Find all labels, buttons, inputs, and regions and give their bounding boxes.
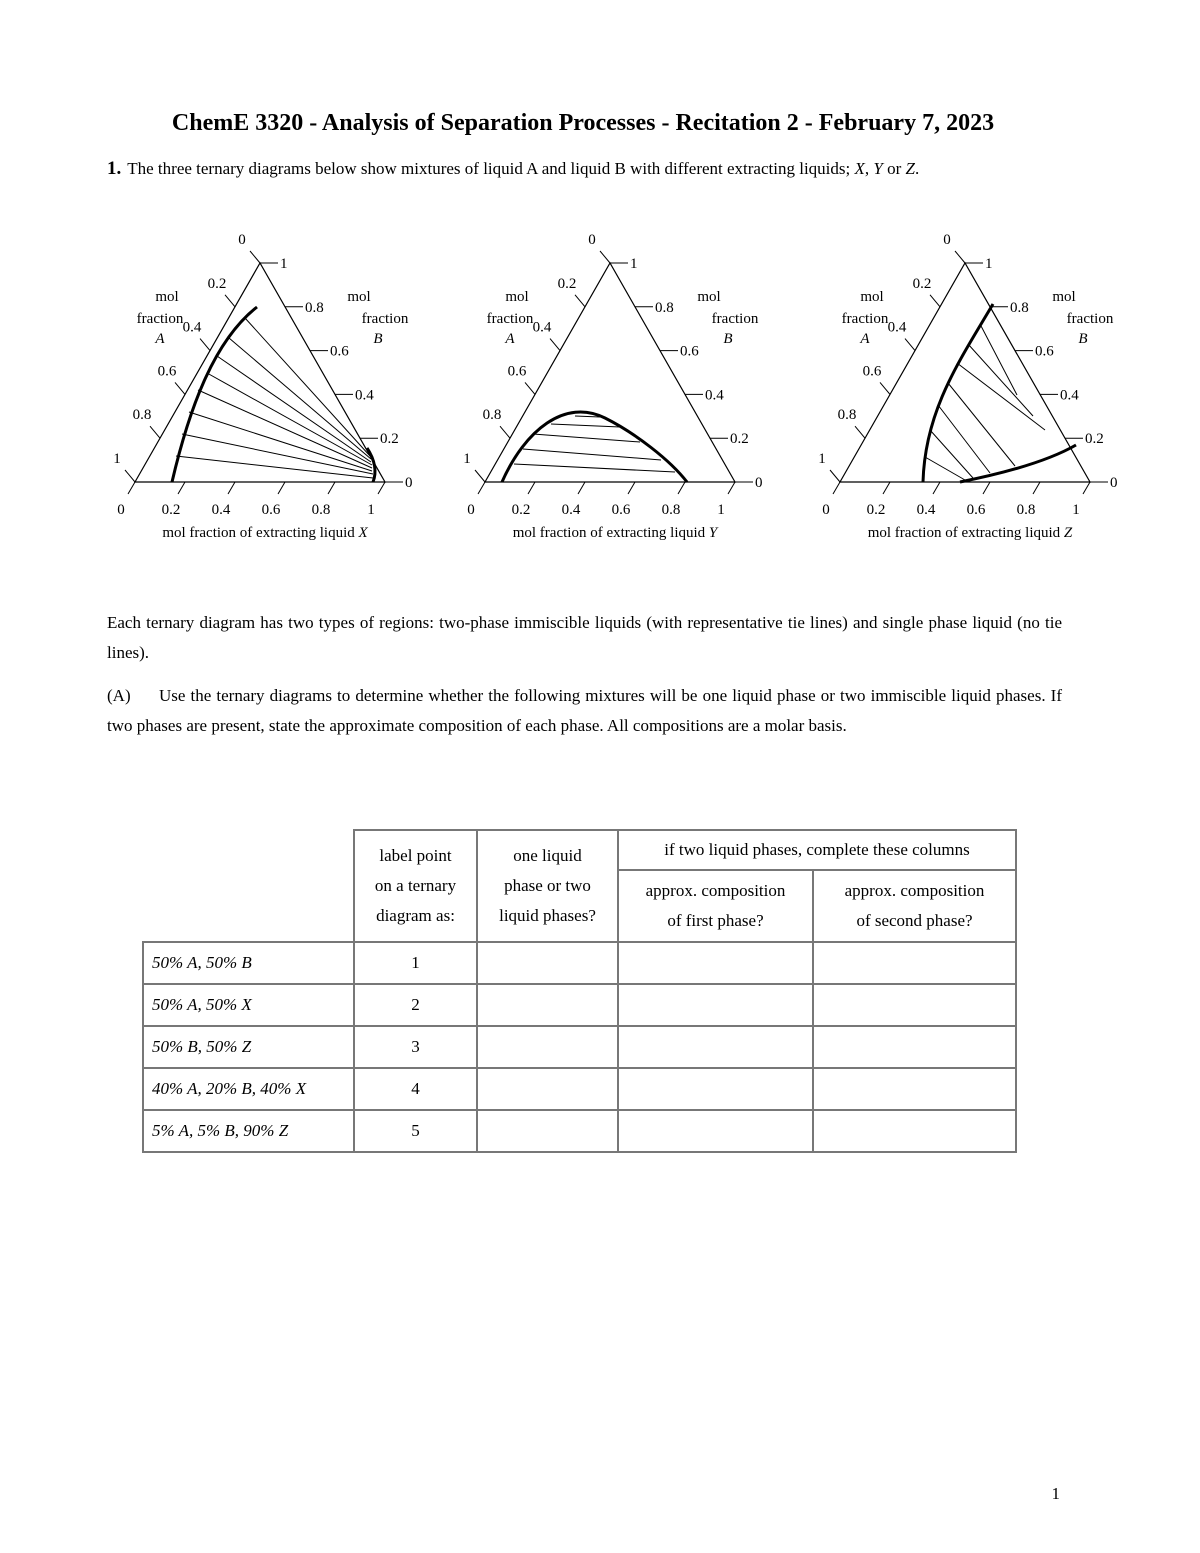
bottom-tick-label: 0.6: [966, 502, 986, 518]
left-tick-label: 1: [463, 451, 471, 467]
left-tick: [830, 470, 840, 482]
right-tick-label: 0.4: [705, 387, 724, 404]
phase-boundary: [923, 304, 993, 482]
right-axis-label: B: [1078, 331, 1088, 347]
bottom-tick: [128, 482, 135, 494]
right-tick-label: 0.8: [655, 299, 674, 316]
header-group: if two liquid phases, complete these columns: [618, 830, 1016, 870]
left-axis-label: mol: [505, 289, 529, 305]
answer-second-cell[interactable]: [813, 984, 1016, 1026]
answer-phases-cell[interactable]: [477, 1026, 618, 1068]
table-row: [143, 1068, 1016, 1110]
row-mixture: 50% A, 50% X: [143, 984, 354, 1026]
bottom-tick-label: 1: [367, 502, 375, 518]
header-first-phase: [618, 870, 813, 942]
row-label-point: 3: [354, 1026, 477, 1068]
bottom-tick-label: 0.2: [161, 502, 181, 518]
bottom-tick-label: 0.4: [561, 502, 581, 518]
right-tick-label: 0.4: [355, 387, 374, 404]
table-row: [143, 984, 1016, 1026]
right-axis-label: B: [373, 331, 383, 347]
sep: .: [914, 159, 920, 178]
table-row: [143, 1110, 1016, 1152]
sep: ,: [864, 159, 874, 178]
left-tick-label: 0.6: [862, 363, 882, 380]
answer-second-cell[interactable]: [813, 942, 1016, 984]
tie-line: [514, 464, 675, 472]
tie-line: [182, 434, 373, 474]
bottom-tick: [1083, 482, 1090, 494]
bottom-tick-label: 1: [717, 502, 725, 518]
left-axis-label: A: [860, 331, 870, 347]
x-axis-label: [162, 525, 368, 541]
right-tick-label: 0.6: [330, 343, 349, 360]
header-line: of first phase?: [667, 911, 764, 930]
answer-phases-cell[interactable]: [477, 942, 618, 984]
answer-second-cell[interactable]: [813, 1026, 1016, 1068]
bottom-tick: [883, 482, 890, 494]
bottom-tick: [1033, 482, 1040, 494]
part-a-tag: (A): [107, 686, 131, 705]
answer-table: [142, 829, 1017, 1153]
row-label-point: 4: [354, 1068, 477, 1110]
left-tick-label: 0: [588, 232, 596, 248]
bottom-tick-label: 0.8: [661, 502, 681, 518]
bottom-tick: [578, 482, 585, 494]
bottom-tick: [933, 482, 940, 494]
x-axis-label-var: Z: [1063, 525, 1073, 541]
answer-second-cell[interactable]: [813, 1110, 1016, 1152]
bottom-tick: [228, 482, 235, 494]
bottom-tick: [478, 482, 485, 494]
left-tick-label: 0.8: [482, 407, 502, 424]
bottom-tick-label: 0.8: [311, 502, 331, 518]
left-tick-label: 0.6: [157, 363, 177, 380]
header-line: label point: [379, 846, 452, 865]
left-tick-label: 0: [943, 232, 951, 248]
left-tick: [905, 339, 915, 351]
page-number: 1: [1051, 1484, 1060, 1503]
x-axis-label: [868, 525, 1073, 541]
tie-line: [533, 434, 640, 442]
left-tick-label: 0.2: [912, 275, 932, 292]
phase-boundary: [960, 445, 1076, 482]
left-tick: [575, 295, 585, 307]
answer-phases-cell[interactable]: [477, 1110, 618, 1152]
tie-line: [207, 373, 372, 465]
bottom-tick-label: 0.8: [1016, 502, 1036, 518]
answer-first-cell[interactable]: [618, 1026, 813, 1068]
answer-first-cell[interactable]: [618, 1110, 813, 1152]
bottom-tick: [328, 482, 335, 494]
paragraph-regions: Each ternary diagram has two types of regions: two-phase immiscible liquids (with representative tie lines) and single phase liquid (no tie lines).: [107, 613, 1062, 662]
tie-line: [930, 430, 973, 478]
right-tick-label: 1: [985, 256, 993, 272]
right-tick-label: 0.8: [305, 299, 324, 316]
left-axis-label: fraction: [841, 311, 889, 327]
left-tick-label: 0.4: [532, 319, 552, 336]
right-tick-label: 0: [1110, 475, 1118, 491]
right-tick-label: 0: [405, 475, 413, 491]
header-line: phase or two: [504, 876, 591, 895]
left-tick-label: 0: [238, 232, 246, 248]
x-axis-label-text: mol fraction of extracting liquid: [162, 525, 359, 541]
bottom-tick-label: 0: [117, 502, 125, 518]
answer-first-cell[interactable]: [618, 1068, 813, 1110]
right-tick-label: 0.4: [1060, 387, 1079, 404]
right-tick-label: 0.2: [1085, 431, 1104, 448]
answer-second-cell[interactable]: [813, 1068, 1016, 1110]
tie-line: [229, 338, 371, 459]
left-axis-label: A: [505, 331, 515, 347]
answer-phases-cell[interactable]: [477, 1068, 618, 1110]
row-label-point: 1: [354, 942, 477, 984]
left-axis-label: mol: [155, 289, 179, 305]
header-line: of second phase?: [856, 911, 973, 930]
question-1: [107, 158, 919, 180]
bottom-tick-label: 0.2: [511, 502, 531, 518]
answer-first-cell[interactable]: [618, 942, 813, 984]
table-row: [143, 942, 1016, 984]
left-tick-label: 0.4: [887, 319, 907, 336]
x-axis-label-var: Y: [708, 525, 718, 541]
right-axis-label: mol: [697, 289, 721, 305]
left-tick-label: 0.6: [507, 363, 527, 380]
header-phases: [477, 830, 618, 942]
right-axis-label: fraction: [1066, 311, 1114, 327]
tie-line: [938, 405, 990, 473]
bottom-tick: [833, 482, 840, 494]
header-line: diagram as:: [376, 906, 455, 925]
right-axis-label: fraction: [711, 311, 759, 327]
left-tick: [175, 382, 185, 394]
right-axis-label: mol: [347, 289, 371, 305]
left-axis-label: mol: [860, 289, 884, 305]
x-axis-label-var: X: [358, 525, 368, 541]
left-tick-label: 0.2: [557, 275, 577, 292]
row-mixture: 5% A, 5% B, 90% Z: [143, 1110, 354, 1152]
table-corner: [143, 830, 354, 942]
row-mixture: 50% A, 50% B: [143, 942, 354, 984]
left-tick-label: 0.8: [837, 407, 857, 424]
bottom-tick-label: 0.4: [916, 502, 936, 518]
right-tick-label: 0.6: [680, 343, 699, 360]
tie-line: [523, 449, 661, 460]
tie-line: [176, 456, 373, 478]
header-second-phase: [813, 870, 1016, 942]
header-line: approx. composition: [844, 881, 985, 900]
left-tick: [125, 470, 135, 482]
bottom-tick: [378, 482, 385, 494]
left-tick: [600, 251, 610, 263]
right-tick-label: 1: [630, 256, 638, 272]
right-tick-label: 0.6: [1035, 343, 1054, 360]
row-mixture: 50% B, 50% Z: [143, 1026, 354, 1068]
bottom-tick: [278, 482, 285, 494]
question-text: The three ternary diagrams below show mixtures of liquid A and liquid B with different extracting liquids;: [127, 159, 855, 178]
tie-line: [968, 344, 1033, 416]
right-axis-label: B: [723, 331, 733, 347]
bottom-tick-label: 0.4: [211, 502, 231, 518]
right-tick-label: 0.2: [730, 431, 749, 448]
ternary-diagram-z: [810, 220, 1190, 550]
bottom-tick: [983, 482, 990, 494]
tie-line: [948, 383, 1015, 466]
tie-line: [551, 424, 620, 427]
var-y: Y: [873, 159, 883, 178]
question-number: 1.: [107, 158, 122, 179]
row-label-point: 5: [354, 1110, 477, 1152]
right-axis-label: fraction: [361, 311, 409, 327]
right-tick-label: 0: [755, 475, 763, 491]
tie-line: [925, 457, 965, 480]
right-tick-label: 0.8: [1010, 299, 1029, 316]
row-mixture: 40% A, 20% B, 40% X: [143, 1068, 354, 1110]
bottom-tick: [178, 482, 185, 494]
left-tick: [855, 426, 865, 438]
left-tick: [475, 470, 485, 482]
header-line: on a ternary: [374, 876, 457, 895]
header-line: one liquid: [513, 846, 582, 865]
bottom-tick-label: 0: [822, 502, 830, 518]
tie-line: [575, 416, 600, 417]
left-tick: [150, 426, 160, 438]
bottom-tick: [528, 482, 535, 494]
header-line: liquid phases?: [499, 906, 596, 925]
left-tick-label: 1: [818, 451, 826, 467]
bottom-tick: [728, 482, 735, 494]
left-tick: [225, 295, 235, 307]
answer-first-cell[interactable]: [618, 984, 813, 1026]
x-axis-label-text: mol fraction of extracting liquid: [512, 525, 709, 541]
table-row: [143, 1026, 1016, 1068]
header-label-point: [354, 830, 477, 942]
right-axis-label: mol: [1052, 289, 1076, 305]
page-title: ChemE 3320 - Analysis of Separation Processes - Recitation 2 - February 7, 2023: [171, 110, 995, 136]
left-tick: [930, 295, 940, 307]
var-z: Z: [905, 159, 915, 178]
header-line: approx. composition: [645, 881, 786, 900]
bottom-tick-label: 0.6: [261, 502, 281, 518]
sep: or: [882, 159, 906, 178]
part-a-text: Use the ternary diagrams to determine whether the following mixtures will be one liquid phase or two immiscible liquid phases. If two phases are present, state the approximate composition of each phase. All compositions are a molar basis.: [107, 686, 1062, 735]
var-x: X: [854, 159, 865, 178]
left-tick: [500, 426, 510, 438]
left-axis-label: fraction: [486, 311, 534, 327]
x-axis-label: [513, 525, 719, 541]
left-tick: [525, 382, 535, 394]
left-tick: [200, 339, 210, 351]
ternary-diagram-y: [455, 220, 835, 550]
bottom-tick: [628, 482, 635, 494]
left-tick-label: 0.4: [182, 319, 202, 336]
bottom-tick-label: 1: [1072, 502, 1080, 518]
tie-line: [245, 318, 370, 456]
paragraph-part-a: [107, 681, 1062, 741]
left-tick-label: 0.2: [207, 275, 227, 292]
left-tick-label: 0.8: [132, 407, 152, 424]
left-tick-label: 1: [113, 451, 121, 467]
right-tick-label: 1: [280, 256, 288, 272]
bottom-tick: [678, 482, 685, 494]
left-tick: [250, 251, 260, 263]
tie-line: [957, 363, 1045, 430]
left-axis-label: A: [155, 331, 165, 347]
right-tick-label: 0.2: [380, 431, 399, 448]
x-axis-label-text: mol fraction of extracting liquid: [867, 525, 1064, 541]
left-tick: [880, 382, 890, 394]
answer-phases-cell[interactable]: [477, 984, 618, 1026]
bottom-tick-label: 0.2: [866, 502, 886, 518]
left-tick: [955, 251, 965, 263]
left-tick: [550, 339, 560, 351]
row-label-point: 2: [354, 984, 477, 1026]
ternary-diagram-x: [105, 220, 485, 550]
bottom-tick-label: 0: [467, 502, 475, 518]
bottom-tick-label: 0.6: [611, 502, 631, 518]
left-axis-label: fraction: [136, 311, 184, 327]
